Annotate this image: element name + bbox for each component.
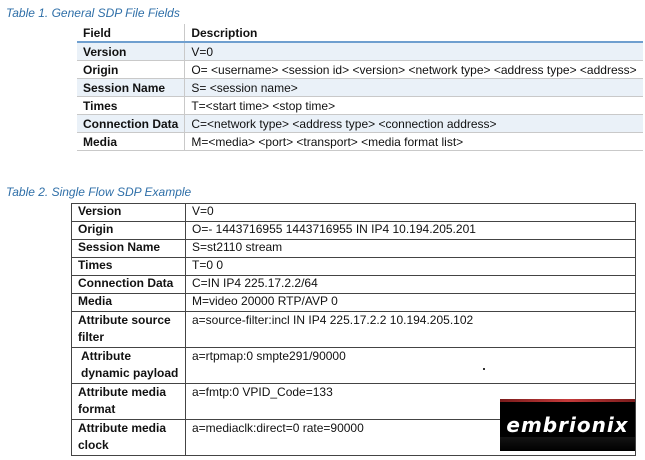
field-cell: Version	[72, 204, 186, 222]
value-cell: a=source-filter:incl IN IP4 225.17.2.2 10.194.205.102	[186, 312, 636, 348]
embrionix-logo	[500, 399, 635, 451]
table-row	[72, 276, 636, 294]
value-cell: T=0 0	[186, 258, 636, 276]
table-row	[72, 222, 636, 240]
table2-caption: Table 2. Single Flow SDP Example	[6, 185, 192, 199]
field-cell: Media	[77, 133, 185, 151]
description-cell: M=<media> <port> <transport> <media format list>	[185, 133, 643, 151]
table-row	[77, 133, 643, 151]
logo-stripe	[500, 399, 635, 402]
field-cell: Version	[77, 42, 185, 61]
description-cell: S= <session name>	[185, 79, 643, 97]
value-cell: S=st2110 stream	[186, 240, 636, 258]
field-cell: Origin	[77, 61, 185, 79]
logo-reflection	[500, 437, 635, 451]
table-row	[72, 294, 636, 312]
value-cell: V=0	[186, 204, 636, 222]
field-cell: Session Name	[72, 240, 186, 258]
table1-header-row	[77, 24, 643, 42]
value-cell: C=IN IP4 225.17.2.2/64	[186, 276, 636, 294]
field-cell: Times	[77, 97, 185, 115]
table-row	[77, 97, 643, 115]
table-row	[77, 61, 643, 79]
table-row	[72, 240, 636, 258]
description-cell: O= <username> <session id> <version> <network type> <address type> <address>	[185, 61, 643, 79]
table-row	[72, 204, 636, 222]
field-cell: Connection Data	[77, 115, 185, 133]
value-cell: a=rtpmap:0 smpte291/90000	[186, 348, 636, 384]
field-cell: Attribute dynamic payload	[72, 348, 186, 384]
field-cell: Attribute media format	[72, 384, 186, 420]
table-row	[72, 348, 636, 384]
value-cell: a=fmtp:0 VPID_Code=133	[186, 384, 636, 420]
description-cell: T=<start time> <stop time>	[185, 97, 643, 115]
description-cell: C=<network type> <address type> <connection address>	[185, 115, 643, 133]
table-row	[72, 312, 636, 348]
field-cell: Attribute source filter	[72, 312, 186, 348]
field-cell: Media	[72, 294, 186, 312]
header-field: Field	[77, 24, 185, 42]
table1-caption: Table 1. General SDP File Fields	[6, 6, 180, 20]
field-cell: Attribute media clock	[72, 420, 186, 456]
value-cell: M=video 20000 RTP/AVP 0	[186, 294, 636, 312]
table-row	[72, 258, 636, 276]
field-cell: Session Name	[77, 79, 185, 97]
field-cell: Connection Data	[72, 276, 186, 294]
stray-dot	[483, 368, 485, 370]
logo-wordmark: embrionix	[506, 413, 629, 437]
header-description: Description	[185, 24, 643, 42]
description-cell: V=0	[185, 42, 643, 61]
value-cell: O=- 1443716955 1443716955 IN IP4 10.194.205.201	[186, 222, 636, 240]
sdp-fields-table	[77, 24, 643, 151]
field-cell: Origin	[72, 222, 186, 240]
field-cell: Times	[72, 258, 186, 276]
table-row	[77, 42, 643, 61]
value-cell: a=mediaclk:direct=0 rate=90000	[186, 420, 636, 456]
table-row	[77, 79, 643, 97]
table-row	[77, 115, 643, 133]
